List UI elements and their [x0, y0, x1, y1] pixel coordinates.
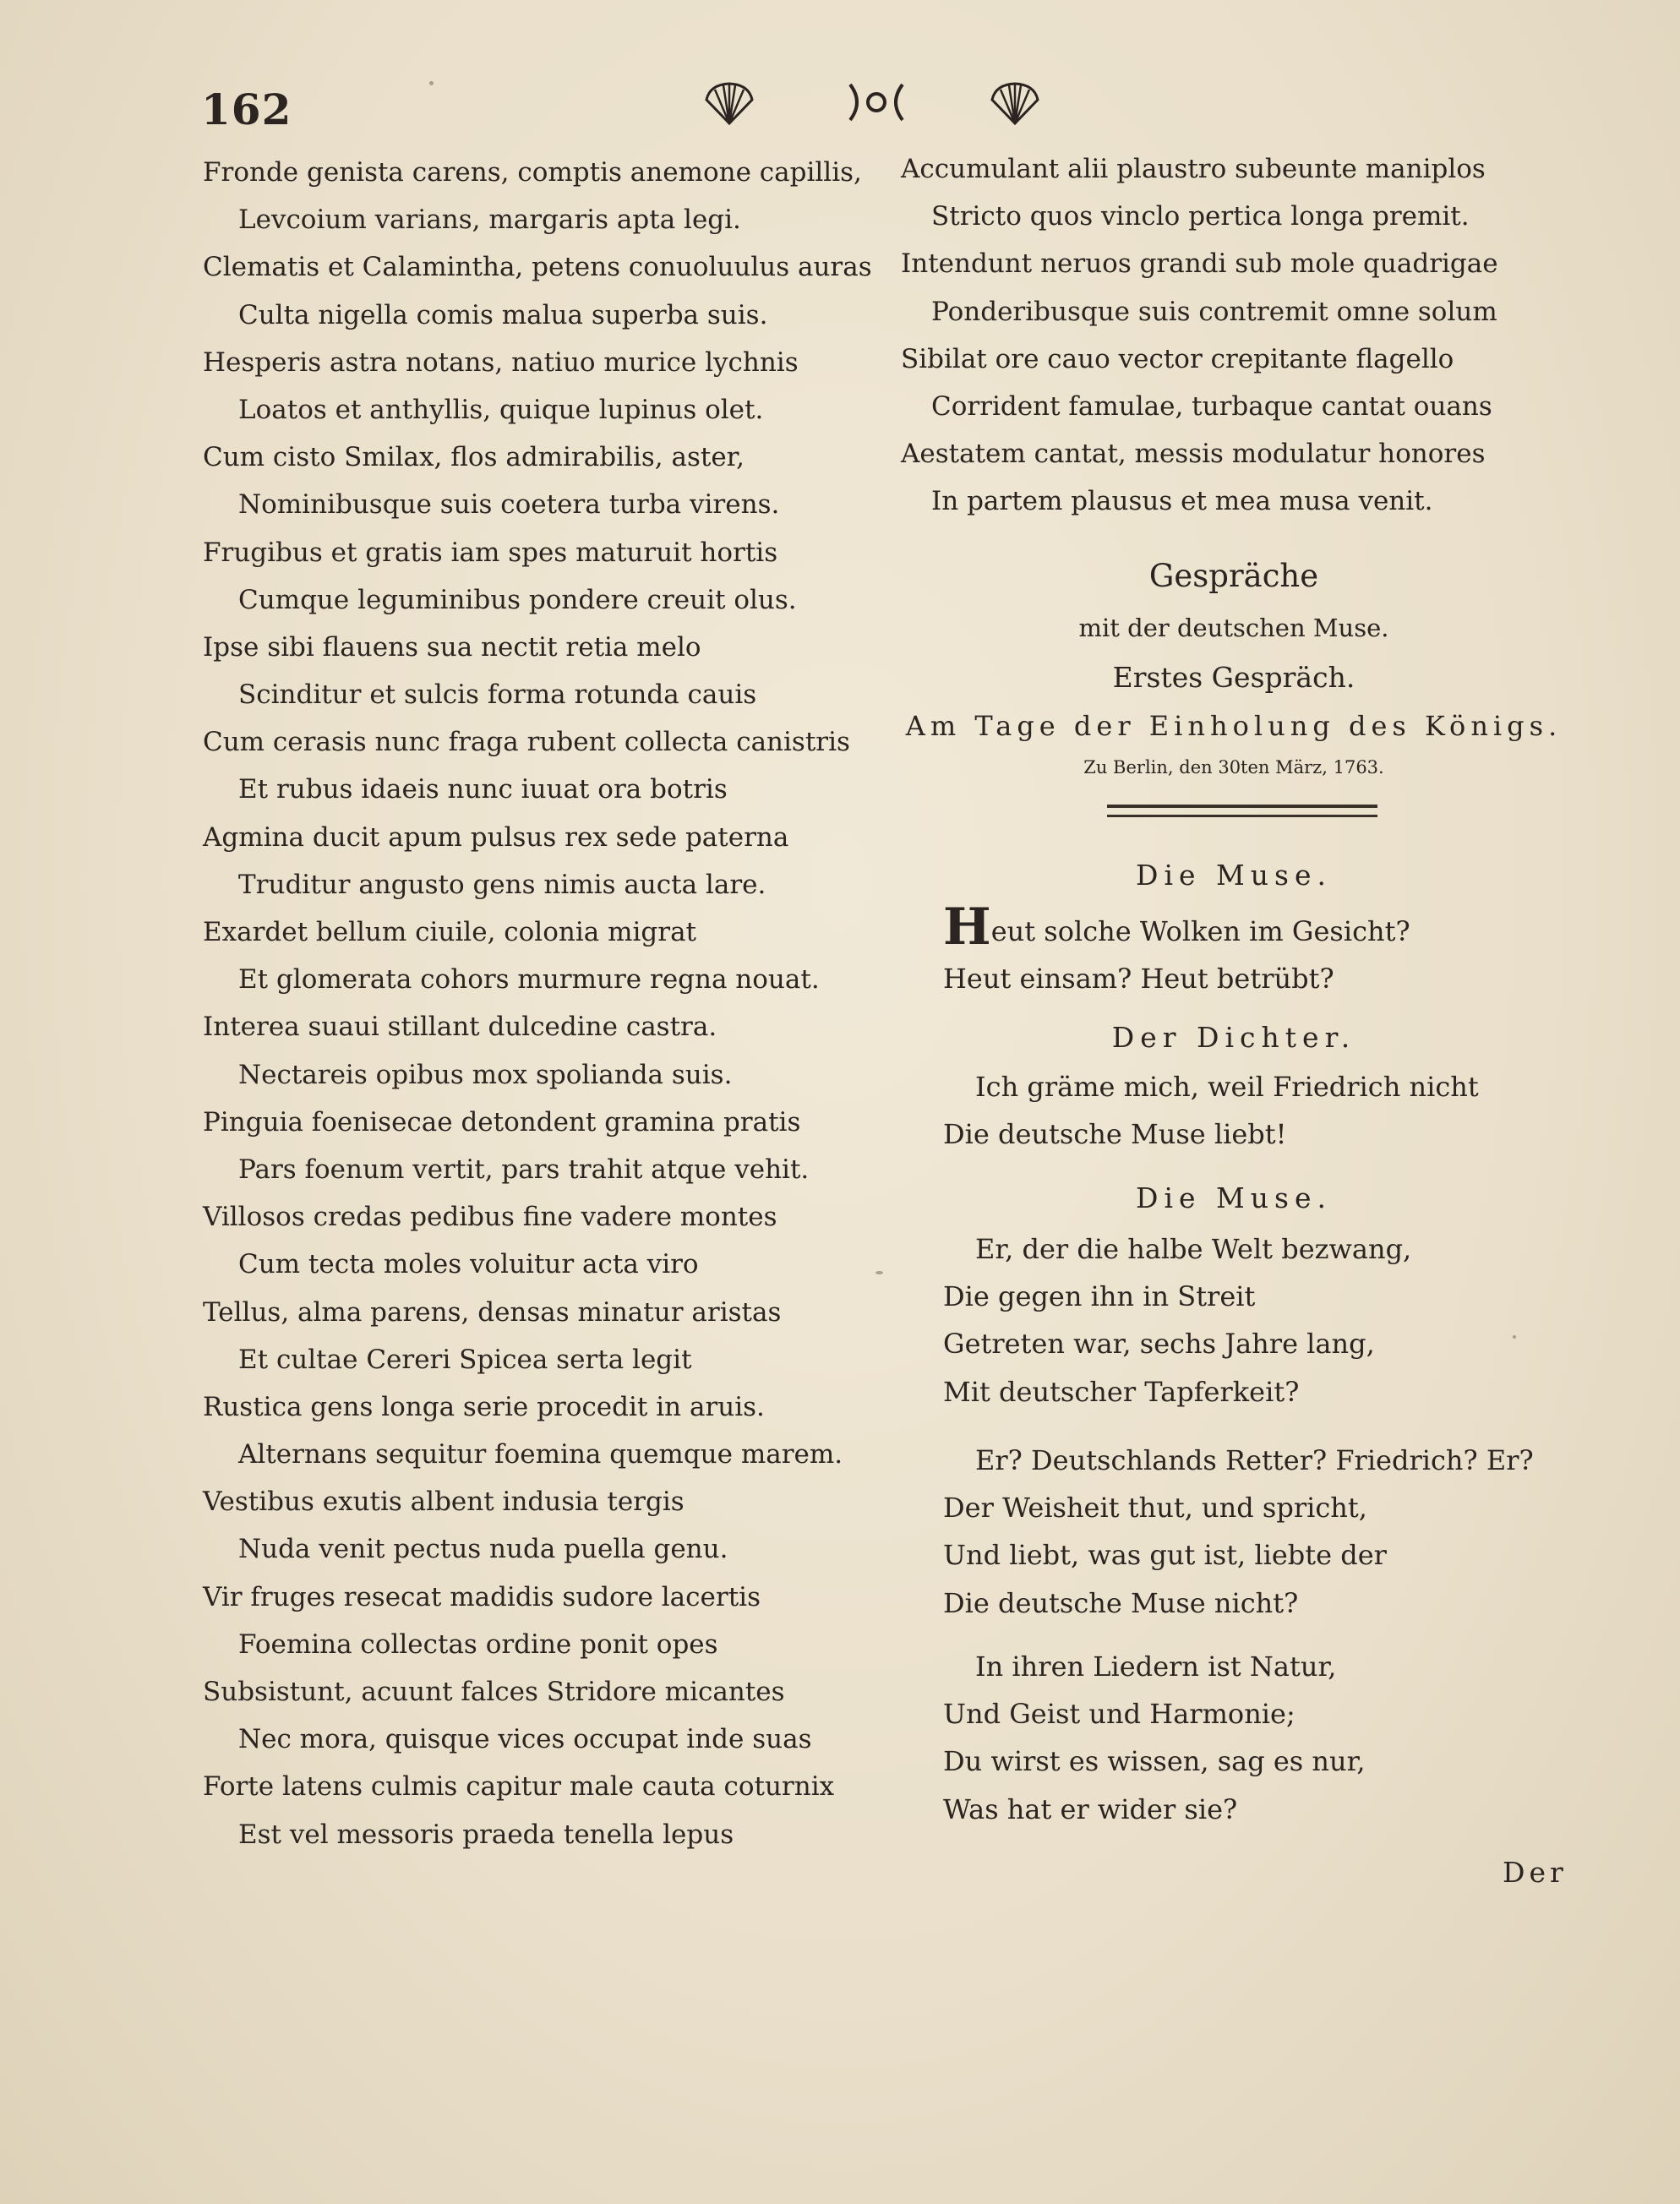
- verse-line: Scinditur et sulcis forma rotunda cauis: [238, 679, 757, 711]
- drop-cap: H: [943, 897, 991, 957]
- verse-stanza: [943, 1643, 1366, 1833]
- verse-line: Du wirst es wissen, sag es nur,: [943, 1745, 1366, 1778]
- verse-line: Et glomerata cohors murmure regna nouat.: [238, 964, 820, 996]
- verse-line: Rustica gens longa serie procedit in aruis.: [203, 1391, 765, 1422]
- verse-line: Alternans sequitur foemina quemque marem.: [238, 1439, 843, 1470]
- verse-line: Forte latens culmis capitur male cauta coturnix: [203, 1771, 835, 1803]
- verse-line: Die deutsche Muse nicht?: [943, 1586, 1299, 1619]
- verse-line: Fronde genista carens, comptis anemone capillis,: [203, 157, 862, 188]
- verse-line: Sibilat ore cauo vector crepitante flagello: [901, 343, 1454, 374]
- verse-line: Subsistunt, acuunt falces Stridore micantes: [203, 1677, 785, 1707]
- verse-stanza: [943, 1437, 1534, 1627]
- verse-block: [943, 1063, 1479, 1158]
- verse-line: Clematis et Calamintha, petens conuoluulus auras: [203, 252, 872, 283]
- verse-line: Ich gräme mich, weil Friedrich nicht: [975, 1071, 1479, 1103]
- verse-line: Pars foenum vertit, pars trahit atque vehit.: [238, 1154, 810, 1185]
- verse-line: Vir fruges resecat madidis sudore lacertis: [203, 1581, 761, 1612]
- verse-line: Intendunt neruos grandi sub mole quadrigae: [901, 248, 1498, 280]
- verse-line: Ponderibusque suis contremit omne solum: [931, 296, 1497, 327]
- verse-line: Frugibus et gratis iam spes maturuit hortis: [203, 537, 778, 568]
- verse-line: Levcoium varians, margaris apta legi.: [238, 205, 741, 236]
- shell-icon: [989, 81, 1041, 128]
- left-column-latin-verse: [203, 149, 896, 1858]
- speaker-label: Die Muse.: [1135, 1181, 1333, 1214]
- verse-line: Stricto quos vinclo pertica longa premit.: [931, 201, 1470, 232]
- verse-line: Accumulant alii plaustro subeunte maniplos: [901, 154, 1486, 184]
- verse-line: Villosos credas pedibus fine vadere montes: [203, 1202, 777, 1233]
- section-subtitle: mit der deutschen Muse.: [1078, 614, 1389, 642]
- center-ornament-icon: [842, 81, 911, 127]
- verse-block: [943, 897, 1410, 1002]
- verse-line: Cum cisto Smilax, flos admirabilis, aster,: [203, 442, 745, 473]
- paper-speck: [429, 81, 434, 85]
- section-title: Gespräche: [1148, 558, 1319, 594]
- verse-line: Interea suaui stillant dulcedine castra.: [203, 1012, 717, 1043]
- verse-line: Heut solche Wolken im Gesicht?: [943, 897, 1410, 957]
- speaker-label: Die Muse.: [1135, 859, 1333, 892]
- verse-line: Agmina ducit apum pulsus rex sede paterna: [203, 821, 789, 853]
- right-column-latin-verse: [896, 145, 1572, 526]
- verse-line: Aestatem cantat, messis modulatur honores: [901, 439, 1486, 470]
- verse-line: Culta nigella comis malua superba suis.: [238, 299, 768, 330]
- verse-line: Die deutsche Muse liebt!: [943, 1118, 1287, 1151]
- verse-line: Ipse sibi flauens sua nectit retia melo: [203, 631, 701, 663]
- verse-line: In partem plausus et mea musa venit.: [931, 486, 1433, 517]
- verse-line: Mit deutscher Tapferkeit?: [943, 1375, 1300, 1408]
- verse-line: Hesperis astra notans, natiuo murice lychnis: [203, 346, 799, 378]
- verse-line: Und Geist und Harmonie;: [943, 1698, 1295, 1731]
- verse-line: Cum cerasis nunc fraga rubent collecta canistris: [203, 727, 850, 758]
- verse-line: Heut einsam? Heut betrübt?: [943, 963, 1334, 996]
- verse-line: Er, der die halbe Welt bezwang,: [975, 1233, 1412, 1265]
- catchword: Der: [1503, 1856, 1568, 1889]
- verse-line: Nectareis opibus mox spolianda suis.: [238, 1059, 733, 1090]
- verse-line: Et cultae Cereri Spicea serta legit: [238, 1344, 692, 1375]
- verse-line: Nominibusque suis coetera turba virens.: [238, 489, 780, 521]
- double-rule-divider: [1107, 805, 1377, 817]
- verse-line: Getreten war, sechs Jahre lang,: [943, 1328, 1375, 1361]
- verse-line: Cumque leguminibus pondere creuit olus.: [238, 584, 797, 615]
- verse-line: Exardet bellum ciuile, colonia migrat: [203, 917, 697, 947]
- verse-line: Loatos et anthyllis, quique lupinus olet.: [238, 394, 764, 425]
- verse-line: Truditur angusto gens nimis aucta lare.: [238, 869, 766, 900]
- shell-icon: [703, 81, 755, 128]
- verse-line: Nuda venit pectus nuda puella genu.: [238, 1534, 728, 1565]
- verse-line: Corrident famulae, turbaque cantat ouans: [931, 390, 1492, 422]
- verse-line: Pinguia foenisecae detondent gramina pratis: [203, 1106, 801, 1137]
- verse-line: In ihren Liedern ist Natur,: [975, 1650, 1337, 1683]
- verse-line: Er? Deutschlands Retter? Friedrich? Er?: [975, 1444, 1534, 1476]
- section-place-date: Zu Berlin, den 30ten März, 1763.: [1083, 757, 1384, 777]
- verse-line: Est vel messoris praeda tenella lepus: [238, 1819, 734, 1850]
- verse-line: Nec mora, quisque vices occupat inde suas: [238, 1724, 812, 1755]
- page-number: 162: [201, 85, 292, 134]
- paper-speck: [875, 1271, 883, 1274]
- verse-line: Die gegen ihn in Streit: [943, 1280, 1256, 1313]
- verse-line: Tellus, alma parens, densas minatur aristas: [203, 1296, 782, 1328]
- verse-line: Was hat er wider sie?: [943, 1792, 1238, 1825]
- verse-block: [943, 1225, 1411, 1416]
- paper-speck: [1513, 1335, 1516, 1339]
- verse-line: Cum tecta moles voluitur acta viro: [238, 1249, 699, 1280]
- verse-line: Der Weisheit thut, und spricht,: [943, 1492, 1367, 1525]
- section-part: Erstes Gespräch.: [1112, 661, 1355, 694]
- verse-line: Vestibus exutis albent indusia tergis: [203, 1487, 685, 1518]
- section-occasion: Am Tage der Einholung des Königs.: [905, 710, 1563, 742]
- speaker-label: Der Dichter.: [1111, 1021, 1356, 1054]
- verse-line: Et rubus idaeis nunc iuuat ora botris: [238, 774, 728, 805]
- verse-line: Und liebt, was gut ist, liebte der: [943, 1539, 1387, 1572]
- verse-line: Foemina collectas ordine ponit opes: [238, 1628, 718, 1660]
